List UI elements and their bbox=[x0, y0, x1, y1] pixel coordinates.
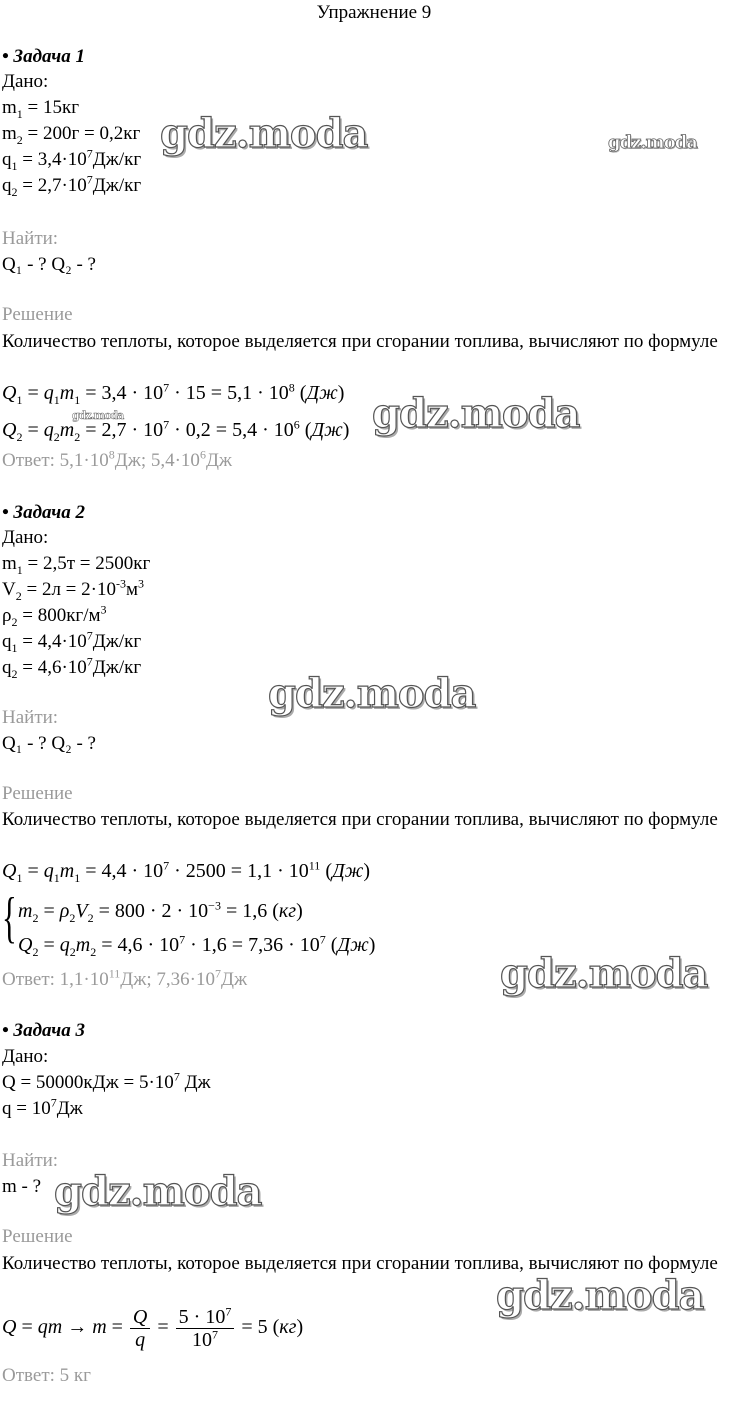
formula-q2: $Q_2 = q_2m_2 = 2,7 \cdot 10^7 \cdot 0,2 = 5,4 \cdot 10^6$ (Дж) bbox=[2, 417, 350, 444]
given-label: Дано: bbox=[2, 71, 49, 92]
solution-text: Количество теплоты, которое выделяется при сгорании топлива, вычисляют по формуле bbox=[2, 331, 718, 352]
answer: Ответ: $5,1\cdot 10^8Дж$; $5,4\cdot 10^6Дж$ bbox=[2, 447, 233, 471]
formula-q2: $Q_2 = q_2m_2 = 4,6 \cdot 10^7 \cdot 1,6 = 7,36 \cdot 10^7$ (Дж) bbox=[18, 932, 376, 959]
watermark: gdz.moda bbox=[496, 1272, 704, 1319]
find-label: Найти: bbox=[2, 707, 59, 728]
formula-q1: $Q_1 = q_1m_1 = 3,4 \cdot 10^7 \cdot 15 = 5,1 \cdot 10^8$ (Дж) bbox=[2, 380, 345, 407]
fraction-q-over-q: $\frac{Q}{q}$ bbox=[130, 1306, 150, 1351]
find-line: Q₁ - ? Q₂ - ? bbox=[2, 733, 96, 754]
find-label: Найти: bbox=[2, 228, 59, 249]
watermark: gdz.moda bbox=[372, 390, 580, 437]
solution-text: Количество теплоты, которое выделяется при сгорании топлива, вычисляют по формуле bbox=[2, 809, 718, 830]
given-rho2: $\rho_2 = 800кг/м^3$ bbox=[2, 602, 107, 629]
task-1-heading: • Задача 1 bbox=[2, 46, 85, 67]
find-line: m - ? bbox=[2, 1176, 42, 1197]
solution-label: Решение bbox=[2, 783, 73, 804]
given-q1: $q_1 = 3,4\cdot 10^7Дж/кг$ bbox=[2, 146, 142, 173]
find-label: Найти: bbox=[2, 1150, 59, 1171]
solution-text: Количество теплоты, которое выделяется при сгорании топлива, вычисляют по формуле bbox=[2, 1253, 718, 1274]
given-q: $Q = 50000кДж = 5\cdot 10^7$ Дж bbox=[2, 1069, 211, 1093]
watermark: gdz.moda bbox=[72, 409, 124, 422]
given-q1: $q_1 = 4,4\cdot 10^7Дж/кг$ bbox=[2, 628, 142, 655]
given-v2: $V_2 = 2л = 2\cdot 10^{-3}м^3$ bbox=[2, 576, 145, 603]
given-q2: $q_2 = 2,7\cdot 10^7Дж/кг$ bbox=[2, 172, 142, 199]
fraction-values: $\frac{5 \cdot 10^7}{10^7}$ bbox=[176, 1306, 235, 1351]
formula-m: Q = qm → m = $\frac{Q}{q}$ = $\frac{5 \cdot 10^7}{10^7}$ = 5 (кг) bbox=[2, 1304, 304, 1351]
given-m1: $m_1 = 15кг$ bbox=[2, 97, 80, 121]
watermark: gdz.moda bbox=[160, 110, 368, 157]
solution-label: Решение bbox=[2, 304, 73, 325]
watermark: gdz.moda bbox=[54, 1168, 262, 1215]
task-2-heading: • Задача 2 bbox=[2, 502, 85, 523]
given-q-small: $q = 10^7Дж$ bbox=[2, 1095, 83, 1119]
given-m2: $m_2 = 200г = 0,2кг$ bbox=[2, 123, 141, 147]
watermark: gdz.moda bbox=[500, 950, 708, 997]
given-label: Дано: bbox=[2, 527, 49, 548]
solution-label: Решение bbox=[2, 1226, 73, 1247]
answer: Ответ: 5 кг bbox=[2, 1365, 91, 1386]
page-title: Упражнение 9 bbox=[316, 2, 432, 23]
task-3-heading: • Задача 3 bbox=[2, 1020, 85, 1041]
watermark: gdz.moda bbox=[608, 132, 697, 153]
given-q2: $q_2 = 4,6\cdot 10^7Дж/кг$ bbox=[2, 654, 142, 681]
system-brace: { bbox=[2, 887, 17, 949]
formula-q1: $Q_1 = q_1m_1 = 4,4 \cdot 10^7 \cdot 2500 = 1,1 \cdot 10^{11}$ (Дж) bbox=[2, 858, 370, 885]
formula-m2: $m_2 = \rho_2V_2 = 800 \cdot 2 \cdot 10^{-3} = 1,6$ (кг) bbox=[18, 898, 303, 925]
watermark: gdz.moda bbox=[268, 670, 476, 717]
given-label: Дано: bbox=[2, 1046, 49, 1067]
answer: Ответ: $1,1\cdot 10^{11}Дж$; $7,36\cdot 10^7Дж$ bbox=[2, 966, 248, 990]
given-m1: $m_1 = 2,5т = 2500кг$ bbox=[2, 553, 151, 577]
find-line: Q₁ - ? Q₂ - ? bbox=[2, 254, 96, 275]
